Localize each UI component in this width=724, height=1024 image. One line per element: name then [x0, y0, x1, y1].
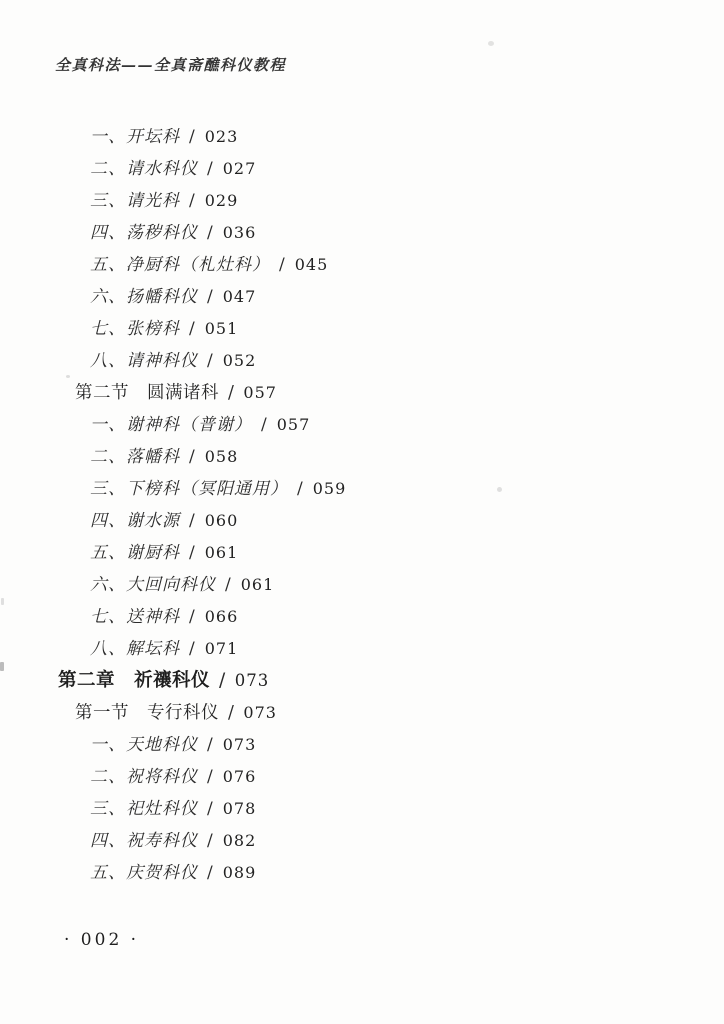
toc-page-number: 057: [243, 383, 277, 402]
toc-separator: /: [207, 799, 214, 819]
toc-entry: [0, 761, 724, 793]
scan-speck: [488, 41, 494, 46]
toc-entry: [0, 793, 724, 825]
toc-entry: [0, 633, 724, 665]
toc-entry-title: 七、送神科: [90, 607, 180, 627]
toc-separator: /: [189, 447, 196, 467]
toc-entry: [0, 249, 724, 281]
toc-entry-title: 三、请光科: [90, 191, 180, 211]
toc-page-number: 066: [204, 607, 239, 626]
toc-entry-title: 八、请神科仪: [90, 351, 198, 371]
toc-separator: /: [207, 351, 214, 371]
toc-page-number: 061: [240, 575, 275, 594]
toc-entry-title: 三、下榜科（冥阳通用）: [90, 479, 288, 499]
toc-page-number: 061: [204, 543, 239, 562]
toc-section-row: [0, 377, 724, 409]
toc-entry: [0, 281, 724, 313]
toc-entry: [0, 825, 724, 857]
toc-page-number: 027: [222, 159, 257, 178]
toc-page-number: 029: [204, 191, 239, 210]
toc-separator: /: [207, 767, 214, 787]
toc-section-title: 第二节 圆满诸科: [75, 383, 219, 403]
toc-entry: [0, 313, 724, 345]
toc-separator: /: [207, 735, 214, 755]
toc-entry: [0, 537, 724, 569]
toc-separator: /: [228, 703, 235, 723]
toc-entry: [0, 345, 724, 377]
toc-entry-title: 二、请水科仪: [90, 159, 198, 179]
toc-page-number: 052: [222, 351, 257, 370]
toc-page-number: 082: [222, 831, 257, 850]
toc-section-title: 第一节 专行科仪: [75, 703, 219, 723]
toc-page-number: 051: [204, 319, 239, 338]
toc-separator: /: [261, 415, 268, 435]
toc-separator: /: [207, 159, 214, 179]
toc-entry-title: 八、解坛科: [90, 639, 180, 659]
toc-page-number: 060: [204, 511, 239, 530]
toc-separator: /: [189, 639, 196, 659]
toc-chapter-title: 第二章 祈禳科仪: [58, 670, 211, 691]
toc-entry: [0, 121, 724, 153]
toc-separator: /: [225, 575, 232, 595]
toc-section-row: [0, 697, 724, 729]
toc-separator: /: [228, 383, 235, 403]
running-head: 全真科法——全真斋醮科仪教程: [55, 56, 287, 74]
toc-entry: [0, 441, 724, 473]
toc-separator: /: [207, 863, 214, 883]
toc-page-number: 057: [276, 415, 311, 434]
toc-entry: [0, 505, 724, 537]
toc-entry: [0, 569, 724, 601]
toc-entry-title: 四、荡秽科仪: [90, 223, 198, 243]
toc-entry-title: 五、净厨科（札灶科）: [90, 255, 270, 275]
toc-separator: /: [219, 670, 226, 691]
toc-page-number: 073: [222, 735, 257, 754]
toc-separator: /: [297, 479, 304, 499]
toc-page-number: 023: [204, 127, 239, 146]
toc-entry-title: 六、大回向科仪: [90, 575, 216, 595]
toc-entry: [0, 217, 724, 249]
toc-page-number: 047: [222, 287, 257, 306]
toc-separator: /: [189, 511, 196, 531]
toc-page-number: 071: [204, 639, 239, 658]
toc-entry-title: 六、扬幡科仪: [90, 287, 198, 307]
toc-entry: [0, 153, 724, 185]
toc-entry-title: 四、谢水源: [90, 511, 180, 531]
toc-page-number: 073: [234, 671, 270, 690]
toc-entry-title: 三、祀灶科仪: [90, 799, 198, 819]
toc-page-number: 059: [312, 479, 347, 498]
toc-page-number: 076: [222, 767, 257, 786]
toc-entry: [0, 185, 724, 217]
toc-page-number: 058: [204, 447, 239, 466]
toc-entry-title: 五、谢厨科: [90, 543, 180, 563]
toc-page-number: 045: [294, 255, 329, 274]
toc-entry: [0, 473, 724, 505]
toc-separator: /: [189, 607, 196, 627]
toc-separator: /: [207, 223, 214, 243]
toc-entry-title: 一、天地科仪: [90, 735, 198, 755]
toc-separator: /: [189, 543, 196, 563]
toc-entry-title: 七、张榜科: [90, 319, 180, 339]
toc-separator: /: [207, 831, 214, 851]
toc-separator: /: [189, 191, 196, 211]
toc-entry-title: 二、落幡科: [90, 447, 180, 467]
toc-entry: [0, 601, 724, 633]
footer-page-number: · 002 ·: [64, 930, 140, 950]
toc-page-number: 078: [222, 799, 257, 818]
toc-page-number: 073: [243, 703, 277, 722]
toc-page-number: 036: [222, 223, 257, 242]
toc-separator: /: [189, 127, 196, 147]
toc-entry-title: 一、谢神科（普谢）: [90, 415, 252, 435]
toc-entry: [0, 857, 724, 889]
toc-entry: [0, 729, 724, 761]
toc-entry-title: 五、庆贺科仪: [90, 863, 198, 883]
toc-entry-title: 二、祝将科仪: [90, 767, 198, 787]
toc-separator: /: [189, 319, 196, 339]
toc-entry: [0, 409, 724, 441]
toc-entry-title: 四、祝寿科仪: [90, 831, 198, 851]
table-of-contents: [0, 121, 724, 889]
toc-separator: /: [207, 287, 214, 307]
toc-entry-title: 一、开坛科: [90, 127, 180, 147]
toc-chapter-row: [0, 665, 724, 697]
toc-separator: /: [279, 255, 286, 275]
toc-page-number: 089: [222, 863, 257, 882]
